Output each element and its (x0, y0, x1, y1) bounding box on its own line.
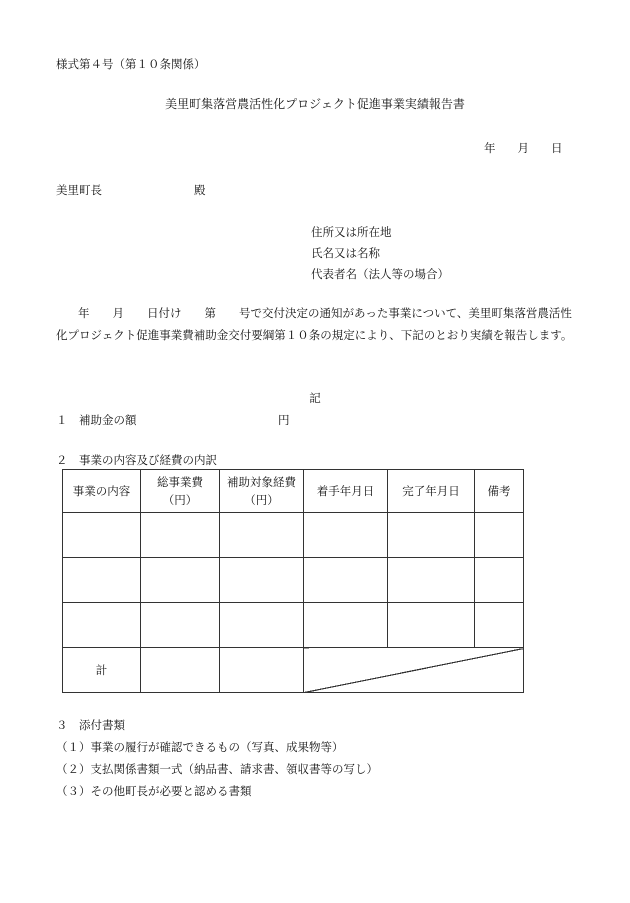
table-header-row (63, 470, 524, 513)
subsidy-amount-unit: 円 (278, 413, 290, 427)
form-number: 様式第４号（第１０条関係） (56, 57, 206, 71)
attachments-section (56, 714, 378, 802)
table-cell[interactable] (220, 513, 304, 558)
applicant-block (311, 222, 449, 285)
total-cost-cell[interactable] (141, 648, 220, 693)
table-cell[interactable] (388, 513, 475, 558)
table-cell[interactable] (220, 603, 304, 648)
table-cell[interactable] (220, 558, 304, 603)
header-start-date: 着手年月日 (304, 470, 388, 513)
subsidy-amount-line (56, 412, 290, 428)
attachment-item: （１）事業の履行が確認できるもの（写真、成果物等） (56, 740, 344, 754)
diagonal-blank-cell (304, 648, 524, 693)
applicant-address-label: 住所又は所在地 (311, 225, 392, 239)
addressee-name: 美里町長 (56, 183, 102, 197)
table-cell[interactable] (63, 603, 141, 648)
breakdown-heading: ２ 事業の内容及び経費の内訳 (56, 453, 217, 467)
table-cell[interactable] (141, 603, 220, 648)
date-year-label: 年 (484, 141, 496, 155)
attachment-item: （３）その他町長が必要と認める書類 (56, 784, 252, 798)
table-cell[interactable] (304, 603, 388, 648)
table-cell[interactable] (304, 558, 388, 603)
total-label: 計 (63, 648, 141, 693)
table-cell[interactable] (475, 513, 524, 558)
table-row (63, 513, 524, 558)
table-cell[interactable] (388, 603, 475, 648)
document-title: 美里町集落営農活性化プロジェクト促進事業実績報告書 (165, 97, 465, 111)
table-cell[interactable] (475, 603, 524, 648)
applicant-representative-label: 代表者名（法人等の場合） (311, 267, 449, 281)
date-month-label: 月 (517, 141, 529, 155)
header-total-cost-label: 総事業費 (157, 475, 203, 489)
addressee-honorific: 殿 (194, 183, 206, 197)
body-paragraph: 年 月 日付け 第 号で交付決定の通知があった事業について、美里町集落営農活性化プロジェクト促進事業費補助金交付要綱第１０条の規定により、下記のとおり実績を報告します。 (56, 306, 573, 342)
table-cell[interactable] (141, 558, 220, 603)
header-total-cost (141, 470, 220, 513)
ki-heading: 記 (309, 391, 321, 405)
table-row (63, 558, 524, 603)
header-content: 事業の内容 (63, 470, 141, 513)
header-end-date: 完了年月日 (388, 470, 475, 513)
subsidy-amount-label: １ 補助金の額 (56, 413, 137, 427)
total-subsidy-cell[interactable] (220, 648, 304, 693)
table-cell[interactable] (141, 513, 220, 558)
attachments-heading: ３ 添付書類 (56, 718, 125, 732)
table-total-row (63, 648, 524, 693)
header-remarks: 備考 (475, 470, 524, 513)
date-line (484, 140, 563, 156)
breakdown-table (62, 469, 524, 693)
applicant-name-label: 氏名又は名称 (311, 246, 380, 260)
table-cell[interactable] (475, 558, 524, 603)
table-cell[interactable] (63, 513, 141, 558)
table-cell[interactable] (388, 558, 475, 603)
table-row (63, 603, 524, 648)
table-cell[interactable] (304, 513, 388, 558)
header-subsidy-cost (220, 470, 304, 513)
header-total-cost-unit: （円） (162, 493, 198, 507)
addressee (56, 182, 206, 198)
header-subsidy-cost-unit: （円） (244, 493, 279, 507)
table-cell[interactable] (63, 558, 141, 603)
attachment-item: （２）支払関係書類一式（納品書、請求書、領収書等の写し） (56, 762, 378, 776)
date-day-label: 日 (551, 141, 563, 155)
header-subsidy-cost-label: 補助対象経費 (227, 475, 296, 489)
